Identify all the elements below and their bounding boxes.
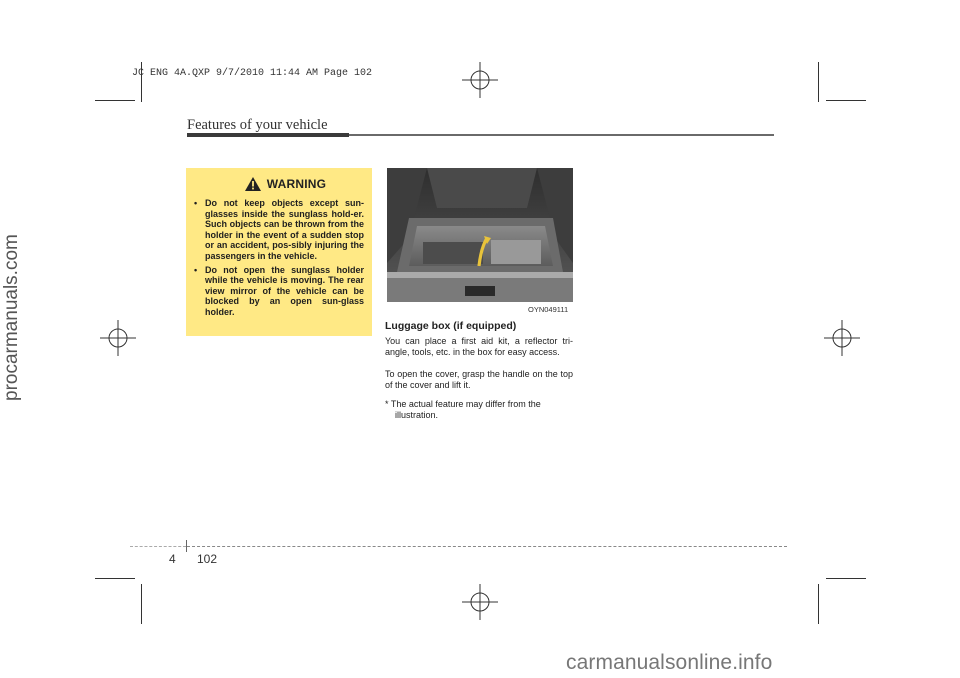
note-line: * The actual feature may differ from the <box>385 399 541 409</box>
crop-mark <box>826 100 866 101</box>
registration-mark-icon <box>824 320 860 356</box>
body-paragraph: To open the cover, grasp the handle on the top of the cover and lift it. <box>385 369 573 390</box>
crop-mark <box>826 578 866 579</box>
warning-list <box>194 198 364 318</box>
illustration-note <box>385 399 573 420</box>
body-paragraph: You can place a first aid kit, a reflector tri-angle, tools, etc. in the box for easy access. <box>385 336 573 357</box>
footer-rule <box>187 546 787 547</box>
crop-mark <box>95 578 135 579</box>
page-number: 102 <box>197 552 218 566</box>
warning-title: WARNING <box>266 177 327 191</box>
luggage-box-photo <box>387 168 573 302</box>
bottom-watermark: carmanualsonline.info <box>566 651 773 674</box>
section-title: Luggage box (if equipped) <box>385 320 517 332</box>
crop-mark <box>141 584 142 624</box>
warning-header <box>206 176 364 192</box>
crop-mark <box>818 62 819 102</box>
crop-mark <box>95 100 135 101</box>
header-rule <box>349 134 774 136</box>
chapter-number: 4 <box>169 552 176 566</box>
registration-mark-icon <box>462 62 498 98</box>
registration-mark-icon <box>100 320 136 356</box>
footer-divider <box>186 540 187 552</box>
registration-mark-icon <box>462 584 498 620</box>
page-header-title: Features of your vehicle <box>187 117 328 133</box>
footer-rule <box>130 546 186 547</box>
note-line: illustration. <box>395 409 439 420</box>
figure-code: OYN049111 <box>528 305 569 314</box>
warning-item: • Do not keep objects except sun-glasses inside the sunglass hold-er. Such objects can be thrown from the holder in the event of a sudden stop or an accident, pos-sibly injuring the passengers in the vehicle. <box>194 198 364 262</box>
warning-triangle-icon <box>244 176 262 192</box>
header-rule-dark <box>187 133 349 137</box>
print-slug: JC ENG 4A.QXP 9/7/2010 11:44 AM Page 102 <box>132 68 373 79</box>
warning-item: • Do not open the sunglass holder while the vehicle is moving. The rear view mirror of the vehicle can be blocked by an open sun-glass holder. <box>194 265 364 318</box>
side-watermark: procarmanuals.com <box>1 234 22 401</box>
warning-box <box>186 168 372 336</box>
crop-mark <box>818 584 819 624</box>
